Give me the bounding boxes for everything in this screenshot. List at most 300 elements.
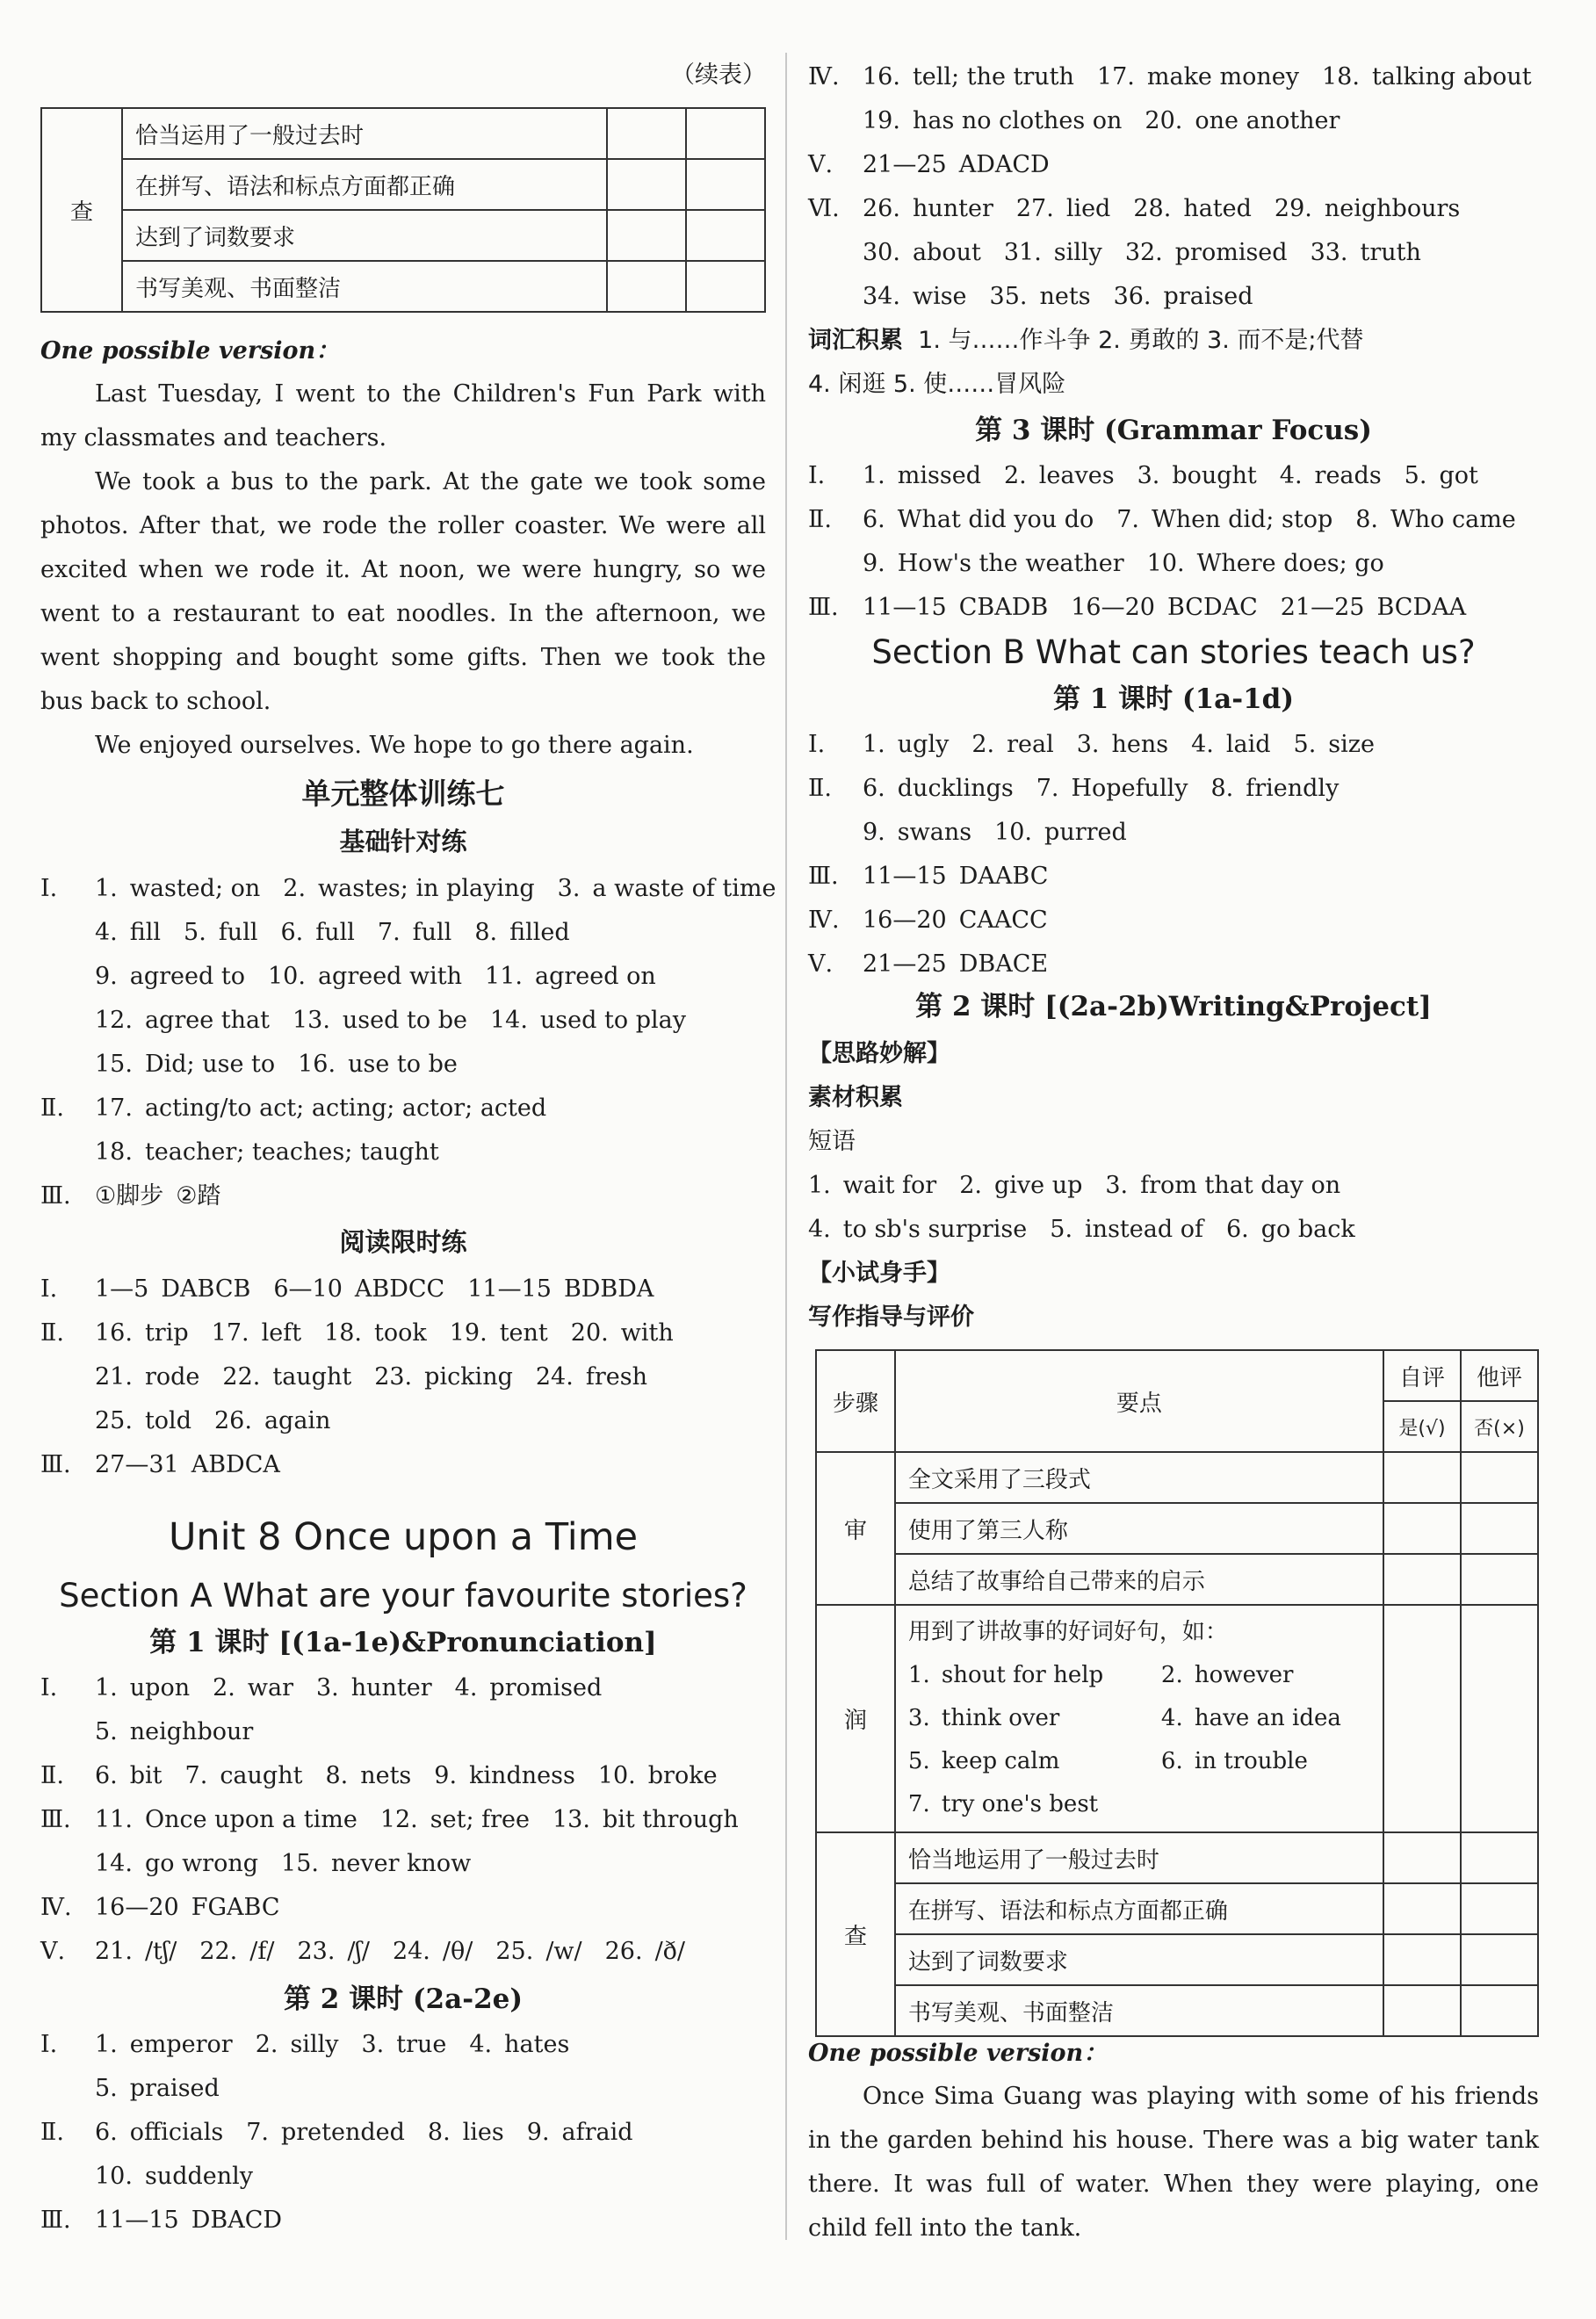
unit7-title: 单元整体训练七: [301, 777, 505, 811]
answer-line: [40, 1360, 766, 1395]
question-number: 2.: [213, 1674, 235, 1701]
phrase-label: 短语: [808, 1128, 856, 1155]
question-number: 8.: [474, 919, 498, 946]
answer-line: [808, 815, 1539, 850]
answer-text: never know: [330, 1850, 472, 1877]
thinking-label: 【思路妙解】: [808, 1040, 950, 1067]
question-number: 14.: [489, 1007, 528, 1034]
answer-line: [40, 1003, 766, 1038]
question-number: 18.: [324, 1319, 363, 1347]
question-number: 7.: [1036, 775, 1059, 802]
answer-text: ABDCA: [191, 1451, 280, 1478]
answer-text: truth: [1360, 239, 1421, 266]
polish-content: 用到了讲故事的好词好句，如： 1. shout for help 2. however 3. think over 4. have an idea 5. keep calm 6. in trouble 7. try one's best: [895, 1605, 1383, 1832]
question-number: 9.: [95, 963, 118, 990]
question-number: 6.: [95, 2119, 118, 2146]
lesson2-title: 第 2 课时 (2a-2e): [283, 1983, 524, 2015]
question-number: 16.: [863, 63, 900, 90]
table-row: 全文采用了三段式: [895, 1452, 1383, 1503]
lesson1-title: 第 1 课时 [(1a-1e)&Pronunciation]: [149, 1627, 657, 1658]
question-number: 33.: [1310, 239, 1348, 266]
answer-text: true: [396, 2031, 447, 2058]
question-number: 8.: [1355, 506, 1378, 533]
question-number: 4.: [1279, 462, 1303, 489]
table-row: 达到了词数要求: [122, 210, 607, 261]
answer-text: reads: [1314, 462, 1382, 489]
question-number: 6.: [280, 919, 304, 946]
answer-line: [40, 1272, 766, 1307]
header-peer: 他评: [1461, 1350, 1538, 1401]
phrase-text: from that day on: [1140, 1172, 1341, 1199]
question-number: 30.: [863, 239, 900, 266]
question-number: 1.: [95, 2031, 118, 2058]
answer-line: [40, 1404, 766, 1439]
answer-text: agree that: [144, 1007, 270, 1034]
question-number: 2.: [283, 875, 307, 902]
question-group-label: Ⅲ.: [40, 1451, 71, 1478]
answer-text: acting/to act; acting; actor; acted: [144, 1094, 547, 1122]
question-group-label: Ⅳ.: [808, 63, 840, 90]
item-text: have an idea: [1194, 1705, 1341, 1731]
question-group-label: Ⅲ.: [808, 863, 839, 890]
question-group-label: Ⅵ.: [808, 195, 840, 222]
answer-text: emperor: [129, 2031, 233, 2058]
header-step: 步骤: [816, 1350, 895, 1452]
question-number: 16.: [95, 1319, 133, 1347]
question-number: 20.: [570, 1319, 609, 1347]
question-number: 7.: [246, 2119, 269, 2146]
essay-paragraph: We took a bus to the park. At the gate we took some photos. After that, we rode the roller coaster. We were all excited when we rode it. At noon, we were hungry, so we went to a restaurant to eat noodles. In the afternoon, we went shopping and bought some gifts. Then we took the bus back to school.: [40, 468, 766, 715]
item-text: shout for help: [941, 1662, 1104, 1688]
header-self: 自评: [1383, 1350, 1461, 1401]
question-number: 16—20: [863, 907, 947, 934]
question-group-label: Ⅱ.: [808, 775, 832, 802]
answer-text: full: [218, 919, 258, 946]
top-rubric-table: [40, 107, 766, 313]
answer-text: leaves: [1038, 462, 1115, 489]
question-number: 26.: [213, 1407, 252, 1434]
answer-text: lies: [462, 2119, 504, 2146]
answer-text: DBACD: [191, 2207, 283, 2234]
item-number: 1.: [907, 1662, 930, 1688]
question-number: 8.: [1210, 775, 1234, 802]
question-number: 27—31: [95, 1451, 179, 1478]
question-number: 12.: [95, 1007, 133, 1034]
question-number: 21—25: [1280, 594, 1365, 621]
essay-paragraph: Last Tuesday, I went to the Children's Fun Park with my classmates and teachers.: [40, 380, 766, 452]
question-number: 2.: [255, 2031, 278, 2058]
question-group-label: Ⅳ.: [40, 1894, 72, 1921]
answer-text: ugly: [897, 731, 950, 758]
item-number: 3.: [907, 1705, 930, 1731]
question-number: 2.: [1003, 462, 1027, 489]
answer-text: fresh: [585, 1363, 647, 1391]
question-number: 24.: [535, 1363, 574, 1391]
answer-line: [808, 60, 1539, 95]
answer-text: promised: [489, 1674, 603, 1701]
question-number: 23.: [374, 1363, 413, 1391]
phrase-number: 6.: [1225, 1216, 1249, 1243]
question-number: 23.: [297, 1938, 336, 1965]
answer-text: agreed to: [129, 963, 245, 990]
answer-line: [40, 1316, 766, 1351]
question-number: 12.: [379, 1806, 418, 1833]
answer-line: [808, 947, 1539, 982]
answer-text: laid: [1225, 731, 1271, 758]
essay-paragraph: Once Sima Guang was playing with some of his friends in the garden behind his house. There was a big water tank there. It was full of water. When they were playing, one child fell into the tank.: [808, 2083, 1539, 2242]
item-text: keep calm: [941, 1748, 1060, 1774]
answer-text: praised: [1163, 283, 1253, 310]
phrase-number: 3.: [1105, 1172, 1129, 1199]
answer-line: [808, 148, 1539, 183]
answer-text: CAACC: [958, 907, 1048, 934]
question-number: 7.: [184, 1762, 208, 1789]
answer-line: [808, 590, 1539, 625]
question-number: 25.: [495, 1938, 534, 1965]
answer-text: broke: [647, 1762, 718, 1789]
answer-text: purred: [1044, 819, 1127, 846]
answer-line: [40, 915, 766, 950]
answer-line: [808, 104, 1539, 139]
answer-text: go wrong: [144, 1850, 259, 1877]
question-number: 8.: [427, 2119, 451, 2146]
question-number: 11—15: [95, 2207, 179, 2234]
question-number: 9.: [526, 2119, 550, 2146]
answer-text: /f/: [249, 1938, 275, 1965]
answer-text: wise: [912, 283, 967, 310]
header-yes: 是(√): [1383, 1401, 1461, 1452]
question-number: 11.: [95, 1806, 133, 1833]
answer-line: [40, 1047, 766, 1082]
answer-text: CBADB: [958, 594, 1049, 621]
item-number: 6.: [1160, 1748, 1183, 1774]
table-row: 恰当运用了一般过去时: [122, 108, 607, 159]
answer-line: [40, 1448, 766, 1483]
table-row: 书写美观、书面整洁: [895, 1985, 1383, 2036]
question-group-label: Ⅰ.: [40, 875, 58, 902]
question-number: ①脚步: [95, 1182, 164, 1210]
phrase-text: wait for: [842, 1172, 937, 1199]
answer-text: bit: [129, 1762, 162, 1789]
answer-text: How's the weather: [897, 550, 1124, 577]
question-number: 9.: [863, 550, 885, 577]
answer-line: [40, 2071, 766, 2106]
answer-text: ②踏: [176, 1182, 221, 1210]
vocab-line-2: 4. 闲逛 5. 使……冒风险: [808, 371, 1066, 398]
answer-line: [40, 1890, 766, 1925]
answer-text: tell; the truth: [912, 63, 1074, 90]
answer-line: [40, 1671, 766, 1706]
question-number: 9.: [434, 1762, 458, 1789]
question-number: 4.: [95, 919, 118, 946]
answer-text: neighbours: [1324, 195, 1461, 222]
answer-text: neighbour: [129, 1718, 254, 1745]
answer-text: missed: [897, 462, 981, 489]
answer-text: Once upon a time: [144, 1806, 357, 1833]
section-check: 查: [816, 1832, 895, 2036]
answer-text: bit through: [602, 1806, 739, 1833]
answer-text: nets: [360, 1762, 412, 1789]
answer-line: [808, 903, 1539, 938]
answer-text: hens: [1111, 731, 1169, 758]
question-number: 11—15: [467, 1275, 552, 1303]
answer-line: [40, 1934, 766, 1969]
question-group-label: Ⅰ.: [808, 731, 826, 758]
question-number: 1.: [863, 731, 885, 758]
question-number: 6.: [863, 775, 885, 802]
answer-line: [808, 727, 1539, 762]
answer-text: promised: [1174, 239, 1288, 266]
answer-line: [40, 2115, 766, 2150]
try-label: 【小试身手】: [808, 1260, 950, 1287]
answer-text: Hopefully: [1071, 775, 1188, 802]
answer-text: pretended: [280, 2119, 405, 2146]
answer-text: one another: [1195, 107, 1340, 134]
answer-line: [40, 1135, 766, 1170]
answer-text: hated: [1183, 195, 1252, 222]
answer-line: [40, 1802, 766, 1838]
table-section-label: 查: [41, 108, 122, 312]
question-number: 18.: [1321, 63, 1360, 90]
polish-line: [908, 1654, 1370, 1697]
answer-text: FGABC: [191, 1894, 280, 1921]
answer-line: [808, 502, 1539, 538]
possible-version-label-right: One possible version：: [808, 2040, 1108, 2067]
answer-text: told: [144, 1407, 191, 1434]
question-number: 20.: [1145, 107, 1183, 134]
question-number: 26.: [604, 1938, 643, 1965]
answer-text: picking: [424, 1363, 513, 1391]
answer-text: hates: [504, 2031, 570, 2058]
question-group-label: Ⅲ.: [808, 594, 839, 621]
question-number: 25.: [95, 1407, 133, 1434]
b-lesson2-title: 第 2 课时 [(2a-2b)Writing&Project]: [915, 991, 1432, 1022]
question-number: 11—15: [863, 863, 947, 890]
answer-text: suddenly: [144, 2163, 254, 2190]
answer-text: filled: [509, 919, 570, 946]
question-group-label: Ⅳ.: [808, 907, 840, 934]
answer-text: DBACE: [958, 950, 1049, 978]
item-text: however: [1194, 1662, 1294, 1688]
question-group-label: Ⅰ.: [40, 1674, 58, 1701]
material-label: 素材积累: [808, 1084, 903, 1111]
answer-text: officials: [129, 2119, 224, 2146]
question-number: 1.: [863, 462, 885, 489]
question-number: 5.: [1293, 731, 1317, 758]
answer-text: tent: [499, 1319, 548, 1347]
polish-line: [908, 1697, 1370, 1740]
answer-text: kindness: [469, 1762, 575, 1789]
table-row: 达到了词数要求: [895, 1934, 1383, 1985]
header-points: 要点: [895, 1350, 1383, 1452]
question-group-label: Ⅴ.: [808, 950, 834, 978]
answer-text: /ʃ/: [347, 1938, 370, 1965]
answer-text: ducklings: [897, 775, 1014, 802]
phrase-number: 5.: [1050, 1216, 1073, 1243]
item-text: think over: [941, 1705, 1060, 1731]
basic-practice-title: 基础针对练: [339, 827, 467, 856]
question-number: 32.: [1124, 239, 1163, 266]
section-review: 审: [816, 1452, 895, 1605]
writing-evaluation-table: [815, 1349, 1539, 2037]
answer-text: taught: [272, 1363, 352, 1391]
question-number: 16—20: [1071, 594, 1155, 621]
answer-text: bought: [1172, 462, 1257, 489]
answer-text: /θ/: [442, 1938, 473, 1965]
phrase-text: go back: [1260, 1216, 1355, 1243]
answer-text: agreed with: [317, 963, 463, 990]
phrase-text: instead of: [1085, 1216, 1203, 1243]
question-number: 22.: [222, 1363, 261, 1391]
answer-text: When did; stop: [1152, 506, 1333, 533]
answer-text: ADACD: [958, 151, 1050, 178]
question-group-label: Ⅲ.: [40, 1806, 71, 1833]
question-number: 3.: [1076, 731, 1100, 758]
continued-label: （续表）: [671, 61, 766, 89]
question-number: 4.: [1191, 731, 1214, 758]
answer-text: ABDCC: [354, 1275, 445, 1303]
question-group-label: Ⅰ.: [40, 2031, 58, 2058]
answer-text: hunter: [350, 1674, 432, 1701]
question-number: 10.: [267, 963, 306, 990]
question-number: 10.: [597, 1762, 636, 1789]
question-number: 4.: [469, 2031, 493, 2058]
answer-text: silly: [290, 2031, 339, 2058]
essay-paragraph: We enjoyed ourselves. We hope to go there again.: [95, 732, 694, 759]
question-number: 28.: [1133, 195, 1172, 222]
answer-line: [808, 279, 1539, 314]
phrase-number: 4.: [808, 1216, 831, 1243]
table-row: 在拼写、语法和标点方面都正确: [122, 159, 607, 210]
phrase-number: 1.: [808, 1172, 831, 1199]
lesson3-title: 第 3 课时 (Grammar Focus): [975, 415, 1372, 446]
answer-text: size: [1328, 731, 1375, 758]
item-text: in trouble: [1194, 1748, 1308, 1774]
phrase-line: [808, 1212, 1539, 1247]
answer-text: silly: [1053, 239, 1102, 266]
answer-text: wasted; on: [129, 875, 261, 902]
item-number: 7.: [907, 1791, 930, 1817]
answer-text: DAABC: [958, 863, 1049, 890]
answer-text: Where does; go: [1196, 550, 1384, 577]
answer-text: a waste of time: [592, 875, 776, 902]
question-number: 21—25: [863, 151, 947, 178]
table-row: 书写美观、书面整洁: [122, 261, 607, 312]
question-number: 17.: [1096, 63, 1135, 90]
question-number: 10.: [1146, 550, 1185, 577]
vocab-label: 词汇积累: [808, 327, 903, 354]
question-group-label: Ⅴ.: [40, 1938, 66, 1965]
answer-text: agreed on: [535, 963, 656, 990]
item-text: try one's best: [941, 1791, 1099, 1817]
header-no: 否(×): [1461, 1401, 1538, 1452]
question-group-label: Ⅰ.: [40, 1275, 58, 1303]
answer-text: talking about: [1371, 63, 1532, 90]
question-number: 5.: [95, 2075, 118, 2102]
question-number: 10.: [95, 2163, 133, 2190]
question-number: 3.: [315, 1674, 339, 1701]
phrase-line: [808, 1168, 1539, 1203]
table-row: 恰当地运用了一般过去时: [895, 1832, 1383, 1883]
phrase-number: 2.: [959, 1172, 982, 1199]
answer-text: took: [374, 1319, 427, 1347]
answer-line: [808, 191, 1539, 227]
question-group-label: Ⅴ.: [808, 151, 834, 178]
table-row: 在拼写、语法和标点方面都正确: [895, 1883, 1383, 1934]
answer-text: full: [412, 919, 452, 946]
question-number: 21.: [95, 1938, 133, 1965]
item-number: 2.: [1160, 1662, 1183, 1688]
vocab-line-1: 词汇积累 1. 与……作斗争 2. 勇敢的 3. 而不是;代替: [808, 327, 1364, 354]
question-number: 5.: [1404, 462, 1427, 489]
polish-line: [908, 1783, 1370, 1826]
answer-text: friendly: [1246, 775, 1340, 802]
question-number: 4.: [454, 1674, 478, 1701]
table-row: 总结了故事给自己带来的启示: [895, 1554, 1383, 1605]
question-number: 16—20: [95, 1894, 179, 1921]
answer-text: upon: [129, 1674, 191, 1701]
answer-text: full: [315, 919, 355, 946]
question-number: 29.: [1274, 195, 1312, 222]
possible-version-label: One possible version：: [40, 337, 340, 365]
question-number: 3.: [1137, 462, 1160, 489]
answer-text: used to be: [342, 1007, 467, 1034]
question-group-label: Ⅲ.: [40, 1182, 71, 1210]
answer-text: caught: [220, 1762, 303, 1789]
question-group-label: Ⅱ.: [40, 1319, 64, 1347]
answer-text: use to be: [348, 1051, 458, 1078]
answer-text: praised: [129, 2075, 220, 2102]
answer-text: about: [912, 239, 981, 266]
item-number: 5.: [907, 1748, 930, 1774]
question-number: 19.: [449, 1319, 487, 1347]
answer-text: left: [261, 1319, 302, 1347]
answer-line: [40, 871, 776, 907]
question-number: 1—5: [95, 1275, 149, 1303]
answer-text: /ð/: [654, 1938, 686, 1965]
answer-text: has no clothes on: [912, 107, 1123, 134]
answer-line: [40, 2159, 766, 2194]
answer-text: make money: [1146, 63, 1299, 90]
section-polish: 润: [816, 1605, 895, 1832]
question-number: 1.: [95, 1674, 118, 1701]
answer-line: [40, 2203, 766, 2238]
question-number: 19.: [863, 107, 900, 134]
answer-text: with: [620, 1319, 674, 1347]
answer-line: [40, 1846, 766, 1882]
guide-label: 写作指导与评价: [808, 1304, 974, 1331]
table-row: 使用了第三人称: [895, 1503, 1383, 1554]
question-number: 11.: [485, 963, 523, 990]
question-number: 2.: [971, 731, 995, 758]
answer-line: [808, 771, 1539, 806]
answer-text: trip: [144, 1319, 189, 1347]
question-number: 15.: [281, 1850, 319, 1877]
question-number: 9.: [863, 819, 885, 846]
item-number: 4.: [1160, 1705, 1183, 1731]
answer-text: fill: [129, 919, 162, 946]
question-number: 6—10: [273, 1275, 343, 1303]
answer-text: hunter: [912, 195, 993, 222]
answer-text: again: [264, 1407, 331, 1434]
answer-text: Did; use to: [144, 1051, 276, 1078]
question-group-label: Ⅱ.: [808, 506, 832, 533]
answer-text: got: [1439, 462, 1478, 489]
question-number: 1.: [95, 875, 118, 902]
question-group-label: Ⅱ.: [40, 1094, 64, 1122]
question-group-label: Ⅰ.: [808, 462, 826, 489]
question-number: 6.: [95, 1762, 118, 1789]
